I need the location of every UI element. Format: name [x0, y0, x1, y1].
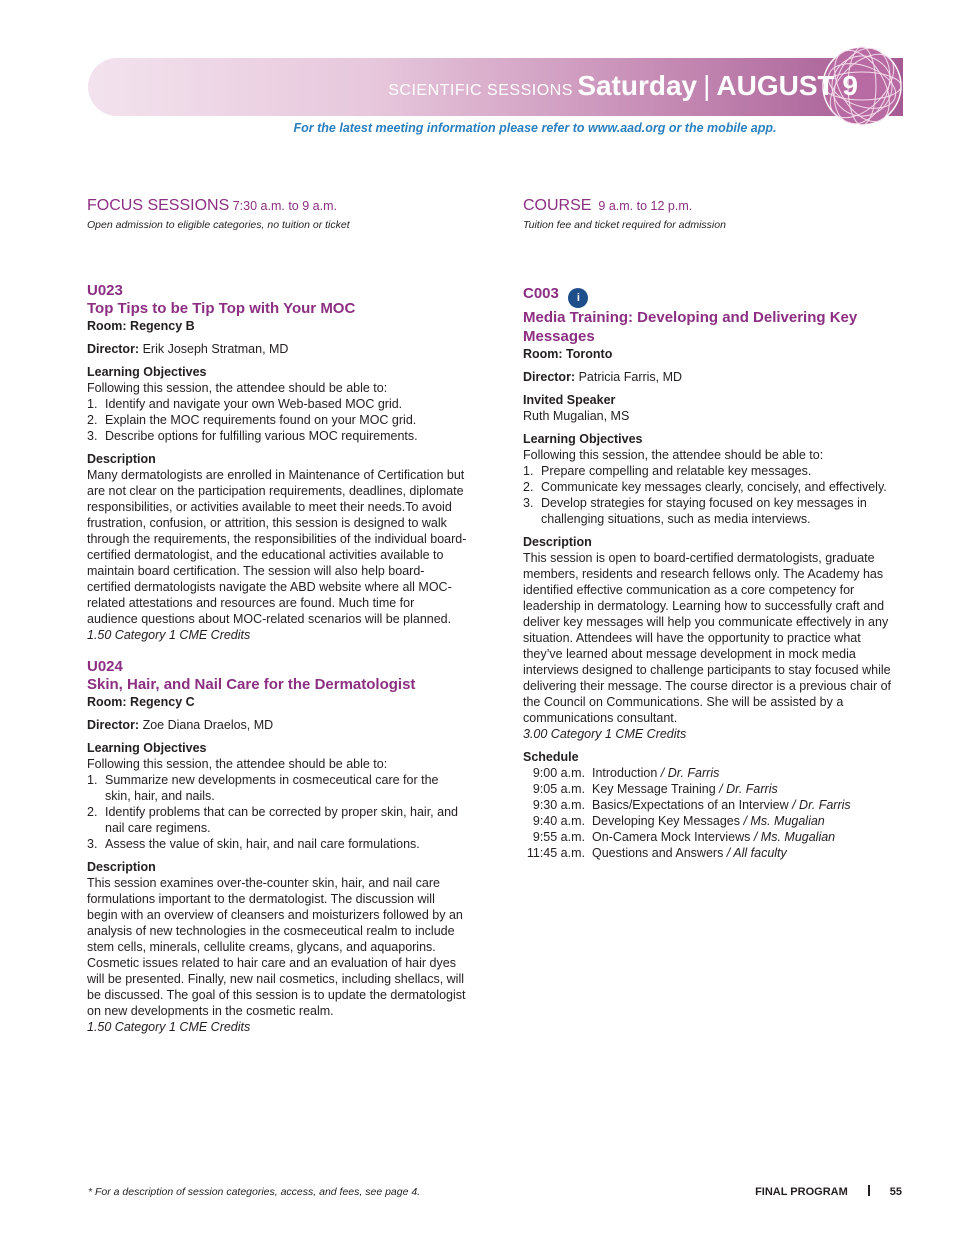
objective-number: 3. [523, 496, 534, 510]
session-director [87, 717, 467, 733]
schedule-time: 9:30 a.m. [532, 798, 585, 812]
title-separator: | [703, 70, 711, 101]
objective-item [87, 836, 467, 852]
schedule-row [523, 813, 901, 829]
session-director [523, 369, 901, 385]
schedule-item [592, 781, 778, 797]
schedule-topic: Introduction [592, 766, 658, 780]
schedule-faculty: / All faculty [723, 846, 787, 860]
course-badge-icon: i [568, 288, 588, 308]
category-title: FOCUS SESSIONS [87, 197, 230, 214]
schedule-row [523, 797, 901, 813]
schedule-topic: Developing Key Messages [592, 814, 740, 828]
schedule-faculty: / Dr. Farris [715, 782, 778, 796]
director-label: Director: [87, 718, 140, 732]
objective-text: Develop strategies for staying focused on key messages in challenging situations, such as media interviews. [541, 496, 867, 526]
session-title: Media Training: Developing and Delivering Key Messages [523, 309, 858, 345]
objective-text: Explain the MOC requirements found on your MOC grid. [105, 413, 417, 427]
date-label: AUGUST 9 [716, 70, 858, 101]
category-heading [523, 198, 901, 214]
session-code: U023 [87, 282, 123, 299]
schedule-topic: Questions and Answers [592, 846, 724, 860]
objective-text: Identify and navigate your own Web-based MOC grid. [105, 397, 403, 411]
meeting-info-note: For the latest meeting information please refer to www.aad.org or the mobile app. [293, 121, 777, 135]
session-code: C003 [523, 285, 559, 302]
objective-number: 2. [87, 805, 98, 819]
schedule-time: 11:45 a.m. [526, 846, 585, 860]
objective-text: Summarize new developments in cosmeceutical care for the skin, hair, and nails. [105, 773, 439, 803]
objective-item [87, 804, 467, 836]
description-text: This session is open to board-certified dermatologists, graduate members, residents and research fellows only. The Academy has identified effective communication as a core competency for leadership in dermatology. Learning how to successfully craft and deliver key messages will help you communicate effectively in any situation. Attendees will have the opportunity to practice what they’ve learned about message development in mock media interviews designed to challenge participants to stay focused while delivering their message. The course director is a previous chair of the Council on Communications. She will be assisted by a communications consultant. [523, 551, 891, 725]
banner-title [388, 70, 858, 102]
schedule-item [592, 829, 835, 845]
objectives-intro: Following this session, the attendee should be able to: [523, 448, 824, 462]
schedule-item [592, 765, 719, 781]
director-name: Patricia Farris, MD [578, 370, 683, 384]
session-code-row [523, 286, 901, 308]
session-director [87, 341, 467, 357]
schedule-time: 9:05 a.m. [532, 782, 585, 796]
left-column [87, 198, 467, 1035]
category-subtitle: Tuition fee and ticket required for admission [523, 219, 726, 231]
director-label: Director: [87, 342, 140, 356]
director-name: Erik Joseph Stratman, MD [142, 342, 289, 356]
schedule-time: 9:40 a.m. [532, 814, 585, 828]
schedule-faculty: / Ms. Mugalian [750, 830, 836, 844]
objectives-heading: Learning Objectives [87, 741, 207, 755]
objectives-heading: Learning Objectives [523, 432, 643, 446]
objectives-heading: Learning Objectives [87, 365, 207, 379]
objective-item [523, 463, 901, 479]
speaker-name: Ruth Mugalian, MS [523, 409, 630, 423]
schedule-row [523, 781, 901, 797]
schedule-faculty: / Dr. Farris [657, 766, 720, 780]
objective-number: 2. [87, 413, 98, 427]
objective-number: 1. [523, 464, 534, 478]
schedule-list [523, 765, 901, 861]
objective-item [87, 428, 467, 444]
cme-credits: 3.00 Category 1 CME Credits [523, 727, 687, 741]
category-time: 7:30 a.m. to 9 a.m. [232, 199, 337, 213]
session-u023 [87, 283, 467, 643]
cme-credits: 1.50 Category 1 CME Credits [87, 628, 251, 642]
objectives-intro: Following this session, the attendee should be able to: [87, 757, 388, 771]
session-room: Room: Regency B [87, 319, 195, 333]
objective-text: Describe options for fulfilling various MOC requirements. [105, 429, 418, 443]
speaker-heading: Invited Speaker [523, 393, 616, 407]
right-column [523, 198, 901, 861]
schedule-item [592, 797, 851, 813]
schedule-time: 9:55 a.m. [532, 830, 585, 844]
session-room: Room: Regency C [87, 695, 195, 709]
objective-number: 3. [87, 429, 98, 443]
schedule-topic: Key Message Training [592, 782, 716, 796]
objective-text: Assess the value of skin, hair, and nail care formulations. [105, 837, 420, 851]
objective-number: 2. [523, 480, 534, 494]
objective-number: 3. [87, 837, 98, 851]
objective-item [87, 772, 467, 804]
objectives-list [523, 463, 901, 527]
description-heading: Description [523, 535, 592, 549]
section-label: SCIENTIFIC SESSIONS [388, 82, 573, 99]
objective-number: 1. [87, 773, 98, 787]
category-subtitle: Open admission to eligible categories, no tuition or ticket [87, 219, 350, 231]
schedule-topic: On-Camera Mock Interviews [592, 830, 751, 844]
objective-item [87, 396, 467, 412]
schedule-faculty: / Ms. Mugalian [740, 814, 825, 828]
category-heading [87, 198, 467, 214]
footer-divider [868, 1185, 870, 1196]
objective-text: Communicate key messages clearly, concisely, and effectively. [541, 480, 887, 494]
schedule-item [592, 845, 787, 861]
schedule-heading: Schedule [523, 750, 579, 764]
session-room: Room: Toronto [523, 347, 613, 361]
objectives-intro: Following this session, the attendee should be able to: [87, 381, 388, 395]
objective-item [523, 495, 901, 527]
description-heading: Description [87, 860, 156, 874]
category-title: COURSE [523, 197, 592, 214]
session-title: Top Tips to be Tip Top with Your MOC [87, 300, 356, 317]
schedule-item [592, 813, 825, 829]
session-u024 [87, 659, 467, 1035]
objectives-list [87, 396, 467, 444]
description-text: Many dermatologists are enrolled in Maintenance of Certification but are not clear on the participation requirements, deadlines, diplomate responsibilities, or activities available to meet their needs.To avoid frustration, confusion, or attrition, this session is designed to walk through the requirements, the responsibilities of the individual board-certified dermatologist, and the educational activities available to maintain board certification. The session will also help board-certified dermatologists navigate the ABD website where all MOC-related attestations and resources are found. Much time for audience questions about MOC-related scenarios will be planned. [87, 468, 467, 626]
day-label: Saturday [577, 70, 698, 101]
description-heading: Description [87, 452, 156, 466]
objective-item [87, 412, 467, 428]
category-time: 9 a.m. to 12 p.m. [598, 199, 693, 213]
session-code: U024 [87, 658, 123, 675]
schedule-row [523, 829, 901, 845]
schedule-row [523, 845, 901, 861]
session-c003 [523, 286, 901, 861]
description-text: This session examines over-the-counter skin, hair, and nail care formulations important to the dermatologist. The discussion will begin with an overview of cleansers and moisturizers followed by an analysis of new technologies in the cosmeceutical realm to include stem cells, minerals, cellulite creams, glycans, and aquaporins. Cosmetic issues related to hair care and an evaluation of hair dyes will be presented. Finally, new nail cosmetics, including shellacs, will be discussed. The goal of this session is to update the dermatologist on new developments in the cosmetic realm. [87, 876, 466, 1018]
director-name: Zoe Diana Draelos, MD [142, 718, 274, 732]
objectives-list [87, 772, 467, 852]
schedule-faculty: / Dr. Farris [788, 798, 851, 812]
director-label: Director: [523, 370, 576, 384]
objective-item [523, 479, 901, 495]
program-label: FINAL PROGRAM [755, 1186, 848, 1198]
session-title: Skin, Hair, and Nail Care for the Dermatologist [87, 676, 416, 693]
footer-right [755, 1185, 902, 1198]
schedule-topic: Basics/Expectations of an Interview [592, 798, 789, 812]
footer-note: * For a description of session categories, access, and fees, see page 4. [88, 1186, 421, 1198]
objective-number: 1. [87, 397, 98, 411]
schedule-time: 9:00 a.m. [532, 766, 585, 780]
objective-text: Prepare compelling and relatable key messages. [541, 464, 812, 478]
objective-text: Identify problems that can be corrected by proper skin, hair, and nail care regimens. [105, 805, 458, 835]
page-number: 55 [889, 1186, 902, 1198]
cme-credits: 1.50 Category 1 CME Credits [87, 1020, 251, 1034]
schedule-row [523, 765, 901, 781]
